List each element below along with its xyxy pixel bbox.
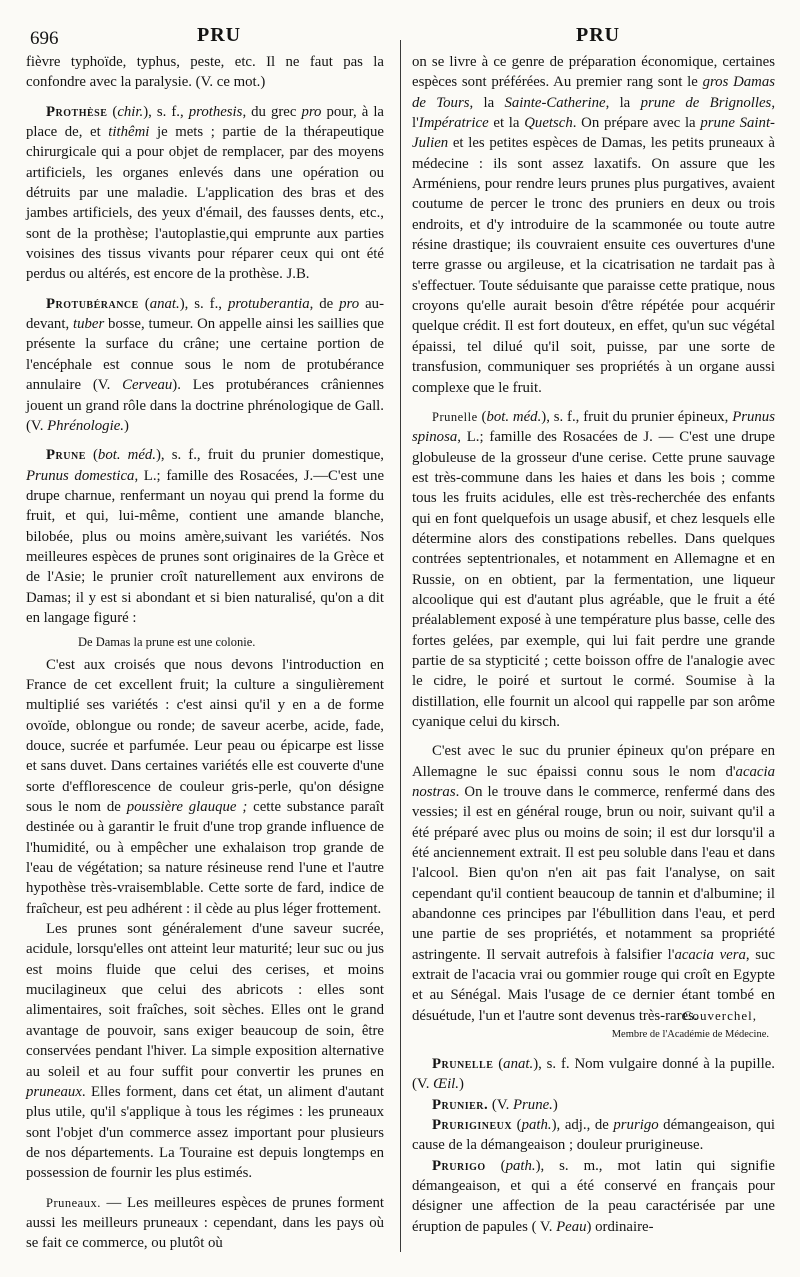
entry-prunier: Prunier. (V. Prune.) bbox=[432, 1096, 558, 1113]
verse-quote: De Damas la prune est une colonie. bbox=[78, 635, 256, 650]
right-column bbox=[412, 52, 775, 1237]
headword: Prunelle bbox=[432, 409, 478, 424]
subheading: Pruneaux. bbox=[46, 1195, 101, 1210]
column-divider bbox=[400, 40, 401, 1252]
left-guide-word: PRU bbox=[197, 24, 242, 46]
paragraph-croises: C'est aux croisés que nous devons l'introduction en France de cet excellent fruit; la culture a singulièrement multiplié ses variétés : c'est ainsi qu'il y en a de forme ovoïde, oblongue ou ronde; de saveur acerbe, acide, fade, douce, sucrée et parfumée. Leur peau ou épicarpe est lisse et sans duvet. Dans certaines variétés elle est couverte d'une sorte d'efflorescence de couleur gris-perle, qu'on désigne sous le nom de poussière glauque ; cette substance paraît destinée ou à garantir le fruit d'une trop grande influence de l'humidité, ou à empêcher une exhalaison trop grande de l'eau de végétation; sa nature résineuse rend l'une et l'autre hypothèse très-vraisemblable. Cette sorte de fard, indice de fraîcheur, est peu adhérent : il cède au plus léger frottement. bbox=[26, 656, 385, 917]
author-signature: Couverchel, bbox=[682, 1008, 757, 1024]
paragraph-saveur: Les prunes sont généralement d'une saveur sucrée, acidule, lorsqu'elles ont atteint leur maturité; leur suc ou jus est moins fluide que celui des cerises, et moins mucilagineux que celui des abricots : elles sont alimentaires, soit fraîches, soit sèches. Elles ont le grand avantage de pouvoir, sans exiger beaucoup de soin, être conservées pendant l'hiver. La simple exposition alternative au soleil et au four suffit pour convertir les prunes en pruneaux. Elles forment, dans cet état, un aliment d'autant plus utile, qu'il s'applique à tous les régimes : les pruneaux sont l'objet d'un commerce assez important pour plusieurs de nos départements. La Touraine est depuis longtemps en possession de fournir les plus estimés. bbox=[26, 921, 384, 1182]
author-affiliation: Membre de l'Académie de Médecine. bbox=[611, 1028, 769, 1040]
entry-prune: Prune (bot. méd.), s. f., fruit du prunier domestique, Prunus domestica, L.; famille des Rosacées, J.—C'est une drupe charnue, renfermant un noyau qui prend la forme du fruit, et qui, lui-même, contient une amande blanche, bilobée, plus ou moins amère,suivant les variétés. Nos meilleures espèces de prunes sont originaires de la Grèce et de l'Asie; le prunier croît naturellement aux environs de Damas; il y est si abondant et si bien naturalisé, qu'on a dit en langage figuré : bbox=[26, 447, 385, 626]
entry-prunelle-anat: Prunelle (anat.), s. f. Nom vulgaire donné à la pupille. (V. Œil.) bbox=[412, 1055, 775, 1093]
headword: Prurigo bbox=[432, 1157, 486, 1174]
entry-prurigo: Prurigo (path.), s. m., mot latin qui signifie démangeaison, et qui a été conservé en français pour désigner une affection de la peau caractérisée par une éruption de papules ( V. Peau) ordinaire- bbox=[412, 1157, 775, 1235]
headword: Protubérance bbox=[46, 295, 139, 312]
left-column bbox=[26, 52, 384, 1254]
entry-protuberance: Protubérance (anat.), s. f., protuberantia, de pro au-devant, tuber bosse, tumeur. On appelle ainsi les saillies que présente la surface du crâne; une certaine portion de l'encéphale est connue sous le nom de protubérance annulaire (V. Cerveau). Les protubérances crâniennes jouent un grand rôle dans la doctrine phrénologique de Gall. (V. Phrénologie.) bbox=[26, 295, 384, 434]
headword: Prunelle bbox=[432, 1055, 494, 1072]
continued-paragraph: on se livre à ce genre de préparation économique, certaines espèces sont préférées. Au premier rang sont le gros Damas de Tours, la Sainte-Catherine, la prune de Brignolles, l'Impératrice et la Quetsch. On prépare avec la prune Saint-Julien et les petites espèces de Damas, les petits pruneaux à médecine : ils sont assez laxatifs. On assure que les Arméniens, pour rendre leurs prunes plus purgatives, avaient coutume de percer le tronc des pruniers en deux ou trois endroits, et d'y introduire de la scammonée ou toute autre résine drastique; ils couvraient ensuite ces ouvertures d'une terre grasse ou argileuse, et la cicatrisation ne tardait pas à s'effectuer. Toute séduisante que paraisse cette pratique, nous croyons qu'elle aurait besoin d'être répétée pour acquérir quelque crédit. Il est fort douteux, en effet, qu'un suc végétal épaissi, tel dilué qu'il soit, puisse, par une sorte de transfusion, communiquer ses propriétés à un organe aussi complexe que le fruit. bbox=[412, 54, 776, 396]
right-guide-word: PRU bbox=[576, 24, 621, 46]
headword: Prune bbox=[46, 447, 86, 464]
page-number: 696 bbox=[30, 28, 59, 49]
headword: Prunier. bbox=[432, 1096, 489, 1113]
headword: Prothèse bbox=[46, 103, 108, 120]
entry-prunelle-bot: Prunelle (bot. méd.), s. f., fruit du prunier épineux, Prunus spinosa, L.; famille des Rosacées de J. — C'est une drupe globuleuse de la grosseur d'une cerise. Cette prune sauvage est très-commune dans les haies et dans les bois ; comme tous les fruits acidules, elle est très-recherchée des enfants qui en font quelquefois un usage abusif, et chez lesquels elle détermine alors des constipations rebelles. Dans quelques contrées septentrionales, et notamment en Allemagne et en Russie, on en obtient, par la fermentation, une liqueur alcoolique qui est d'autant plus agréable, que le fruit a été préalablement exposé à une température plus basse, celle des fortes gelées, par exemple, qui lui fait perdre une grande partie de sa stypticité ; cette boisson offre de l'analogie avec le cidre, le poiré et surtout le cormé. Soumise à la distillation, elle fournit un alcool qui rappelle par son arôme cyanique celui du kirsch. bbox=[412, 408, 775, 730]
entry-prurigineux: Prurigineux (path.), adj., de prurigo démangeaison, qui cause de la démangeaison ; douleur prurigineuse. bbox=[412, 1116, 775, 1154]
continued-paragraph: fièvre typhoïde, typhus, peste, etc. Il ne faut pas la confondre avec la paralysie. (V. ce mot.) bbox=[26, 54, 384, 91]
subentry-pruneaux: Pruneaux. — Les meilleures espèces de prunes forment aussi les meilleurs pruneaux : cependant, dans les pays où se fait ce commerce, ou plutôt où bbox=[26, 1194, 384, 1252]
paragraph-acacia: C'est avec le suc du prunier épineux qu'on prépare en Allemagne le suc épaissi connu sous le nom d'acacia nostras. On le trouve dans le commerce, renfermé dans des vessies; il est en général rouge, brun ou noir, suivant qu'il a été préparé avec plus ou moins de soin; il est dur lorsqu'il a été anciennement extrait. Il est peu soluble dans l'eau et dans l'alcool. Bien qu'on n'en ait pas fait l'analyse, on sait cependant qu'il contient beaucoup de tannin et d'albumine; il abandonne ces principes par l'ébullition dans l'eau, et perd une partie de ses propriétés, et notamment sa propriété astringente. Il servait autrefois à falsifier l'acacia vera, suc extrait de l'acacia vrai ou gommier rouge qui croît en Egypte et au Sénégal. Mais l'usage de ce dernier étant tombé en désuétude, l'un et l'autre sont devenus très-rares. bbox=[412, 743, 775, 1024]
headword: Prurigineux bbox=[432, 1116, 513, 1133]
entry-prothese: Prothèse (chir.), s. f., prothesis, du grec pro pour, à la place de, et tithêmi je mets ; partie de la thérapeutique chirurgicale qui a pour objet de remplacer, par des moyens artificiels, les organes enlevés dans une opération ou détruits par une maladie. L'application des bras et des jambes artificiels, des yeux d'émail, des fausses dents, etc., sont de la prothèse; l'autoplastie,qui emprunte aux parties voisines des tissus vivants pour réparer ceux qui ont été perdus ou altérés, est encore de la prothèse. J.B. bbox=[26, 103, 384, 283]
